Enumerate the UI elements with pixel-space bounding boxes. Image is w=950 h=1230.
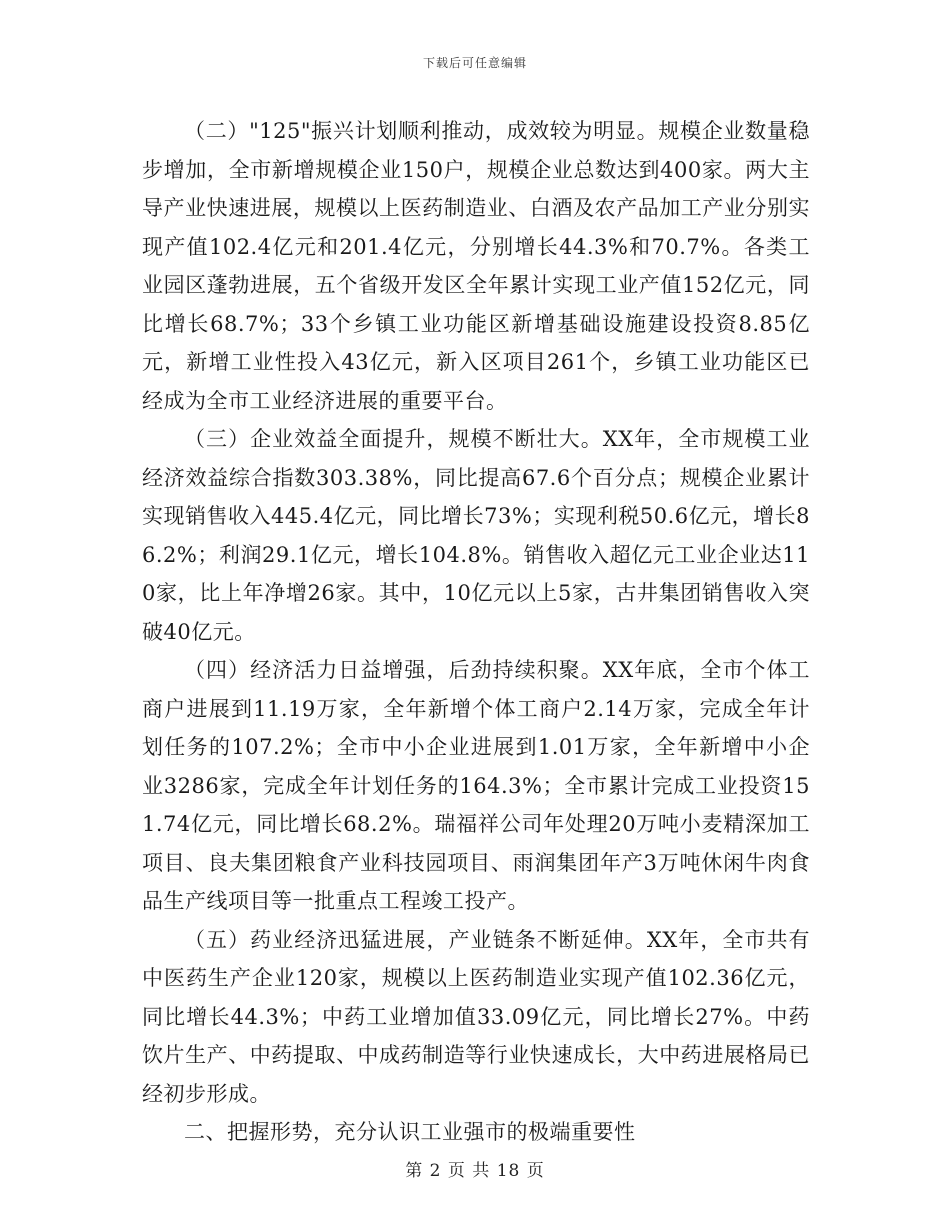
section-heading: 二、把握形势，充分认识工业强市的极端重要性: [184, 1120, 636, 1144]
paragraph-section-4: （四）经济活力日益增强，后劲持续积聚。XX年底，全市个体工商户进展到11.19万家，全年新增个体工商户2.14万家，完成全年计划任务的107.2%；全市中小企业进展到1.01万家，全年新增中小企业3286家，完成全年计划任务的164.3%；全市累计完成工业投资151.74亿元，同比增长68.2%。瑞福祥公司年处理20万吨小麦精深加工项目、良夫集团粮食产业科技园项目、雨润集团年产3万吨休闲牛肉食品生产线项目等一批重点工程竣工投产。: [142, 658, 810, 913]
page-footer: [0, 1156, 950, 1181]
footer-prefix: 第: [405, 1161, 424, 1181]
document-body: [142, 112, 810, 1152]
total-page-count: 18: [496, 1161, 521, 1181]
footer-suffix: 页: [526, 1161, 545, 1181]
paragraph-section-2: （二）"125"振兴计划顺利推动，成效较为明显。规模企业数量稳步增加，全市新增规模企业150户，规模企业总数达到400家。两大主导产业快速进展，规模以上医药制造业、白酒及农产品加工产业分别实现产值102.4亿元和201.4亿元，分别增长44.3%和70.7%。各类工业园区蓬勃进展，五个省级开发区全年累计实现工业产值152亿元，同比增长68.7%；33个乡镇工业功能区新增基础设施建设投资8.85亿元，新增工业性投入43亿元，新入区项目261个，乡镇工业功能区已经成为全市工业经济进展的重要平台。: [142, 119, 810, 413]
footer-middle: 页 共: [447, 1161, 491, 1181]
page-header: 下载后可任意编辑: [422, 56, 527, 70]
paragraph-section-5: （五）药业经济迅猛进展，产业链条不断延伸。XX年，全市共有中医药生产企业120家，规模以上医药制造业实现产值102.36亿元，同比增长44.3%；中药工业增加值33.09亿元，同比增长27%。中药饮片生产、中药提取、中成药制造等行业快速成长，大中药进展格局已经初步形成。: [142, 927, 810, 1106]
paragraph-section-3: （三）企业效益全面提升，规模不断壮大。XX年，全市规模工业经济效益综合指数303.38%，同比提高67.6个百分点；规模企业累计实现销售收入445.4亿元，同比增长73%；实现利税50.6亿元，增长86.2%；利润29.1亿元，增长104.8%。销售收入超亿元工业企业达110家，比上年净增26家。其中，10亿元以上5家，古井集团销售收入突破40亿元。: [142, 427, 810, 644]
current-page-number: 2: [429, 1161, 442, 1181]
